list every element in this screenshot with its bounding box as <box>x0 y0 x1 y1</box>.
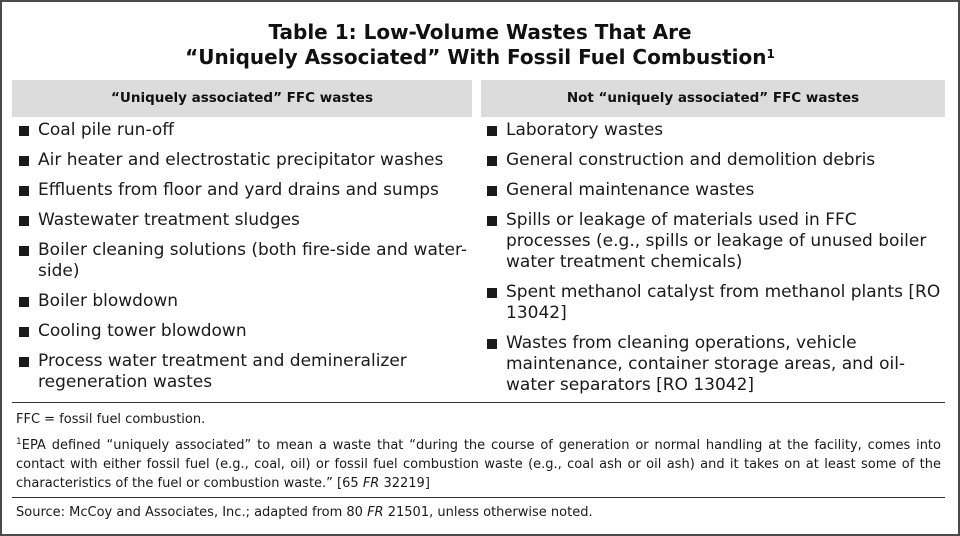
left-list-item-text: Process water treatment and demineralizer regeneration wastes <box>38 351 407 392</box>
left-list-item-text: Air heater and electrostatic precipitator washes <box>38 150 444 170</box>
source-prefix: Source: McCoy and Associates, Inc.; adapted from 80 <box>16 505 363 520</box>
title-line-2 <box>0 45 960 70</box>
left-list-item <box>16 180 468 201</box>
left-list-item <box>16 210 468 231</box>
right-list-item <box>484 282 942 324</box>
right-list-item-text: Laboratory wastes <box>506 120 664 140</box>
table-divider <box>12 402 945 403</box>
square-bullet-icon <box>487 186 497 196</box>
square-bullet-icon <box>487 216 497 226</box>
left-list-item-text: Boiler cleaning solutions (both fire-side and water-side) <box>38 240 468 281</box>
right-list-item <box>484 180 942 201</box>
square-bullet-icon <box>487 288 497 298</box>
footnote-cite-italic: FR <box>362 476 380 491</box>
left-list-item-text: Cooling tower blowdown <box>38 321 247 341</box>
table-title <box>0 20 960 70</box>
left-list-item <box>16 351 468 393</box>
left-list-item <box>16 240 468 282</box>
abbreviation-note: FFC = fossil fuel combustion. <box>16 412 206 427</box>
right-list-item-text: Spills or leakage of materials used in FFC processes (e.g., spills or leakage of unused boiler water treatment chemicals) <box>506 210 927 272</box>
not-uniquely-associated-list <box>484 120 942 405</box>
right-list-item-text: Spent methanol catalyst from methanol plants [RO 13042] <box>506 282 941 323</box>
source-divider <box>12 497 945 498</box>
square-bullet-icon <box>19 216 29 226</box>
source-suffix: 21501, unless otherwise noted. <box>387 505 593 520</box>
square-bullet-icon <box>487 156 497 166</box>
right-list-item <box>484 120 942 141</box>
square-bullet-icon <box>19 156 29 166</box>
left-list-item-text: Coal pile run-off <box>38 120 175 140</box>
right-list-item <box>484 210 942 273</box>
footnote-mark: 1 <box>16 437 22 447</box>
right-list-item-text: General construction and demolition debris <box>506 150 876 170</box>
title-footnote-mark: 1 <box>766 47 775 61</box>
right-list-item <box>484 150 942 171</box>
left-list-item-text: Wastewater treatment sludges <box>38 210 300 230</box>
footnote-cite-end: 32219] <box>383 476 430 491</box>
uniquely-associated-list <box>16 120 468 402</box>
footnote <box>16 436 941 493</box>
source-note <box>16 505 593 521</box>
square-bullet-icon <box>19 327 29 337</box>
square-bullet-icon <box>19 186 29 196</box>
left-list-item <box>16 150 468 171</box>
square-bullet-icon <box>19 357 29 367</box>
title-line-2-text: “Uniquely Associated” With Fossil Fuel Combustion <box>185 45 767 69</box>
left-column-header: “Uniquely associated” FFC wastes <box>12 80 472 117</box>
left-list-item-text: Effluents from floor and yard drains and sumps <box>38 180 439 200</box>
left-list-item <box>16 120 468 141</box>
title-line-1: Table 1: Low-Volume Wastes That Are <box>268 20 692 44</box>
square-bullet-icon <box>19 246 29 256</box>
footnote-text: EPA defined “uniquely associated” to mean a waste that “during the course of generation or normal handling at the facility, comes into contact with either fossil fuel (e.g., coal, oil) or fossil fuel combustion waste (e.g., coal ash or oil ash) and it takes on at least some of the characteristics of the fuel or combustion waste.” [65 <box>16 438 941 491</box>
square-bullet-icon <box>19 126 29 136</box>
left-list-item-text: Boiler blowdown <box>38 291 179 311</box>
source-italic: FR <box>367 505 384 520</box>
left-list-item <box>16 291 468 312</box>
right-column-header: Not “uniquely associated” FFC wastes <box>481 80 945 117</box>
square-bullet-icon <box>487 339 497 349</box>
square-bullet-icon <box>19 297 29 307</box>
left-list-item <box>16 321 468 342</box>
right-list-item <box>484 333 942 396</box>
right-list-item-text: Wastes from cleaning operations, vehicle maintenance, container storage areas, and oil-water separators [RO 13042] <box>506 333 906 395</box>
square-bullet-icon <box>487 126 497 136</box>
right-list-item-text: General maintenance wastes <box>506 180 755 200</box>
